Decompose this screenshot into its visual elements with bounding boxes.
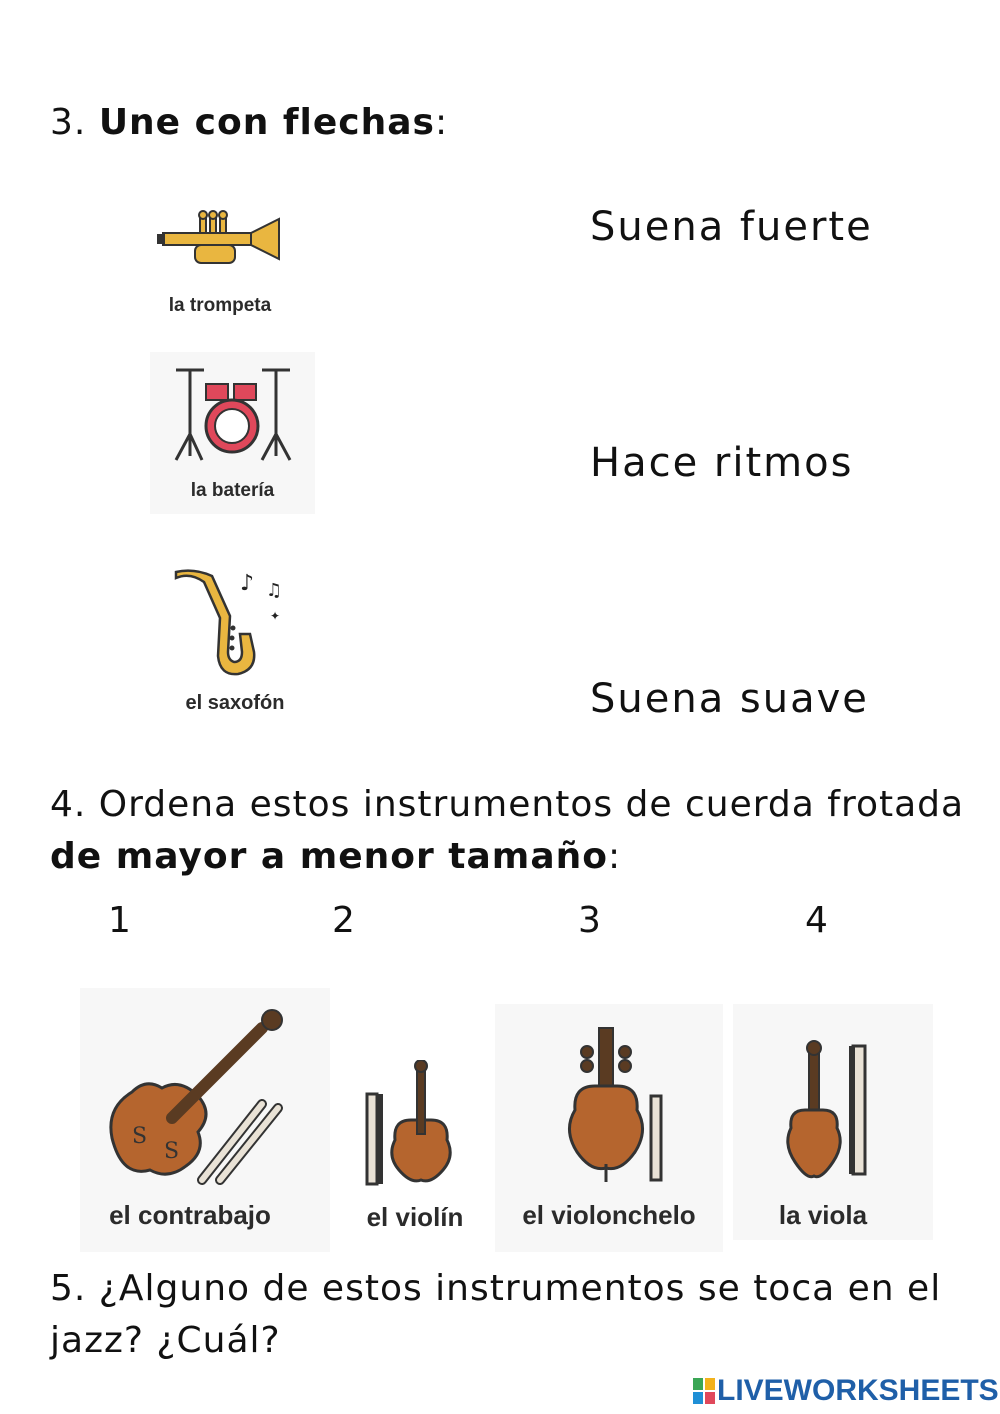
liveworksheets-logo-text: LIVEWORKSHEETS: [717, 1374, 999, 1407]
double-bass-caption: el contrabajo: [109, 1200, 271, 1230]
svg-text:♫: ♫: [266, 580, 283, 601]
double-bass-icon: [102, 1008, 302, 1188]
drum-kit-caption: la batería: [190, 480, 275, 501]
cello-icon: [555, 1024, 675, 1184]
question-4-line-1: 4. Ordena estos instrumentos de cuerda frotada: [50, 784, 965, 825]
question-3-instruction: Une con flechas: [98, 102, 435, 143]
viola-icon: [783, 1040, 893, 1190]
violin-caption: el violín: [366, 1202, 464, 1232]
cello-card: [495, 1004, 723, 1252]
svg-text:S: S: [164, 1139, 180, 1164]
order-number-2: 2: [332, 900, 355, 941]
phrase-hace-ritmos[interactable]: Hace ritmos: [590, 440, 854, 486]
saxophone-icon: [170, 568, 290, 683]
viola-card: [733, 1004, 933, 1240]
question-4-line-2: [50, 836, 621, 877]
violin-icon: [359, 1060, 469, 1190]
question-3-heading: [50, 102, 448, 143]
question-5-line-2: jazz? ¿Cuál?: [50, 1320, 281, 1361]
liveworksheets-logo-icon: [693, 1378, 715, 1404]
viola-caption: la viola: [778, 1200, 868, 1230]
saxophone-caption: el saxofón: [185, 692, 285, 714]
double-bass-card: [80, 988, 330, 1252]
question-3-colon: :: [434, 102, 449, 143]
question-5-line-1: 5. ¿Alguno de estos instrumentos se toca en el: [50, 1268, 942, 1309]
order-number-3: 3: [578, 900, 601, 941]
svg-text:♪: ♪: [240, 571, 255, 596]
saxophone-card: [160, 560, 310, 720]
svg-text:S: S: [132, 1124, 148, 1149]
order-number-1: 1: [108, 900, 131, 941]
svg-text:✦: ✦: [270, 609, 281, 623]
order-number-4: 4: [805, 900, 828, 941]
phrase-suena-fuerte[interactable]: Suena fuerte: [590, 204, 873, 250]
drum-kit-icon: [170, 364, 295, 464]
question-4-instruction: de mayor a menor tamaño: [50, 836, 608, 877]
trumpet-caption: la trompeta: [168, 295, 272, 316]
cello-caption: el violonchelo: [522, 1200, 696, 1230]
drum-kit-card: [150, 352, 315, 514]
phrase-suena-suave[interactable]: Suena suave: [590, 676, 869, 722]
trumpet-card: [150, 195, 310, 325]
trumpet-icon: [155, 207, 285, 277]
question-4-colon: :: [607, 836, 622, 877]
liveworksheets-logo[interactable]: [693, 1374, 999, 1408]
violin-card: [345, 1040, 485, 1252]
question-3-number: 3.: [50, 102, 87, 143]
